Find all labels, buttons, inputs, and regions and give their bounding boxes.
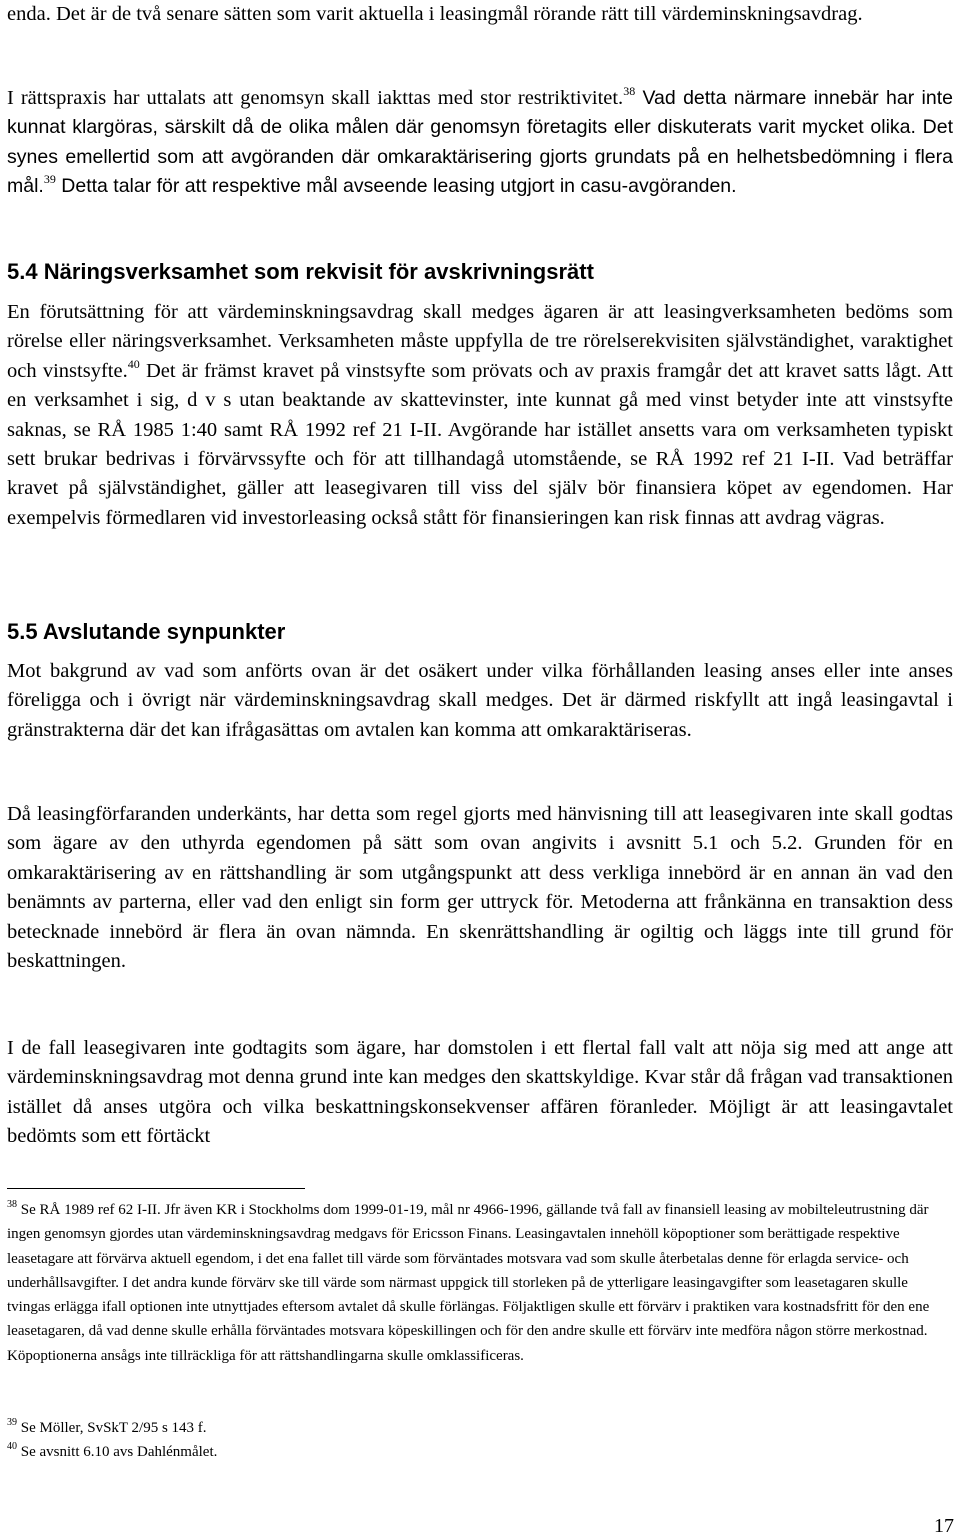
footnote-40 [7, 1440, 953, 1464]
paragraph-bakgrund: Mot bakgrund av vad som anförts ovan är det osäkert under vilka förhållanden leasing anses eller inte anses föreligga och i övrigt när värdeminskningsavdrag skall medges. Det är därmed riskfyllt att ingå leasingavtal i gränstrakterna där det kan ifrågasättas om avtalen kan komma att omkaraktäriseras. [7, 660, 953, 741]
footnote-text: Se RÅ 1989 ref 62 I-II. Jfr även KR i Stockholms dom 1999-01-19, mål nr 4966-1996, gällande två fall av finansiell leasing av mobilteleutrustning där ingen genomsyn gjordes utan värdeminskningsavdrag medgavs för Ericsson Finans. Leasingavtalen innehöll köpoptioner som berättigade respektive leasetagare att förvärva aktuell egendom, i det ena fallet till värde som förväntades motsvara vad som skulle återbetalas denne för erlagda service- och underhållsavgifter. I det andra kunde förvärv ske till värde som närmast uppgick till storleken på de ytterligare leasingavgifter som leasetagaren skulle tvingas erlägga ifall optionen inte utnyttjades eftersom avtalet då skulle förlängas. Följaktligen skulle ett förvärv i praktiken vara kostnadsfritt för den ene leasetagaren, då vad denne skulle erhålla förväntades motsvara köpeskillingen och för den andre skulle ett förvärv inte medföra någon större merkostnad. Köpoptionerna ansågs inte tillräckliga för att rättshandlingarna skulle omklassificeras. [7, 1202, 930, 1364]
section-heading-5-4: 5.4 Näringsverksamhet som rekvisit för avskrivningsrätt [7, 259, 594, 284]
footnote-number: 39 [7, 1417, 17, 1428]
section-heading-5-5: 5.5 Avslutande synpunkter [7, 619, 286, 644]
footnote-text: Se Möller, SvSkT 2/95 s 143 f. [17, 1420, 207, 1436]
footnote-number: 40 [7, 1441, 17, 1452]
paragraph-text: Detta talar för att respektive mål avseende leasing utgjort in casu-avgöranden. [55, 175, 737, 198]
paragraph-rattspraxis [7, 84, 953, 202]
footnote-ref-40[interactable]: 40 [127, 356, 140, 371]
paragraph-text: Vad detta närmare innebär har inte kunnat klargöras, särskilt då de olika målen där genomsyn företagits eller diskuterats varit mycket olika. Det synes emellertid som att avgöranden där omkaraktärisering gjorts grundats på en helhetsbedömning i flera mål. [7, 87, 953, 198]
footnote-text: Se avsnitt 6.10 avs Dahlénmålet. [17, 1444, 218, 1460]
paragraph-text: Det är främst kravet på vinstsyfte som prövats och av praxis framgår det att kravet satts lågt. Att en verksamhet i sig, d v s utan beaktande av skattevinster, inte kunnat gå med vinst betyder inte att vinstsyfte saknas, se RÅ 1985 1:40 samt RÅ 1992 ref 21 I-II. Avgörande har istället ansetts vara om verksamheten typiskt sett brukar bedrivas i förvärvssyfte och för att tillhandagå utomstående, se RÅ 1992 ref 21 I-II. Vad beträffar kravet på självständighet, gäller att leasegivaren till viss del själv bör finansiera köpet av egendomen. Har exempelvis förmedlaren vid investorleasing också stått för finansieringen kan risk finnas att avdrag vägras. [7, 359, 953, 529]
paragraph-leasingforfaranden: Då leasingförfaranden underkänts, har detta som regel gjorts med hänvisning till att leasegivaren inte skall godtas som ägare av den uthyrda egendomen på sätt som ovan angivits i avsnitt 5.1 och 5.2. Grunden för en omkaraktärisering av en rättshandling är som utgångspunkt att dess verkliga innebörd är en annan än vad den benämnts av parterna, eller vad den enligt sin form ger uttryck för. Metoderna att frånkänna en transaktion dess betecknade innebörd är flera än ovan nämnda. En skenrättshandling är ogiltig och läggs inte till grund för beskattningen. [7, 803, 953, 973]
paragraph-intro: enda. Det är de två senare sätten som varit aktuella i leasingmål rörande rätt till värdeminskningsavdrag. [7, 3, 863, 25]
paragraph-text: I rättspraxis har uttalats att genomsyn skall iakttas med stor restriktivitet. [7, 87, 624, 109]
footnote-number: 38 [7, 1199, 17, 1210]
footnote-39 [7, 1416, 953, 1440]
footnote-divider [7, 1188, 305, 1189]
footnote-38 [7, 1198, 953, 1368]
paragraph-text: En förutsättning för att värdeminskningsavdrag skall medges ägaren är att leasingverksamheten bedöms som rörelse eller näringsverksamhet. Verksamheten måste uppfylla de tre rörelserekvisiten självständighet, varaktighet och vinstsyfte. [7, 301, 953, 382]
paragraph-leasegivaren: I de fall leasegivaren inte godtagits som ägare, har domstolen i ett flertal fall valt att nöja sig med att ange att värdeminskningsavdrag mot denna grund inte kan medges den skattskyldige. Kvar står då frågan vad transaktionen istället då anses utgöra och vilka beskattningskonsekvenser affären föranleder. Möjligt är att leasingavtalet bedömts som ett förtäckt [7, 1037, 953, 1148]
footnote-ref-38[interactable]: 38 [623, 84, 636, 98]
footnote-ref-39[interactable]: 39 [43, 172, 56, 187]
page-number: 17 [934, 1515, 954, 1537]
paragraph-naringsverksamhet [7, 298, 953, 533]
